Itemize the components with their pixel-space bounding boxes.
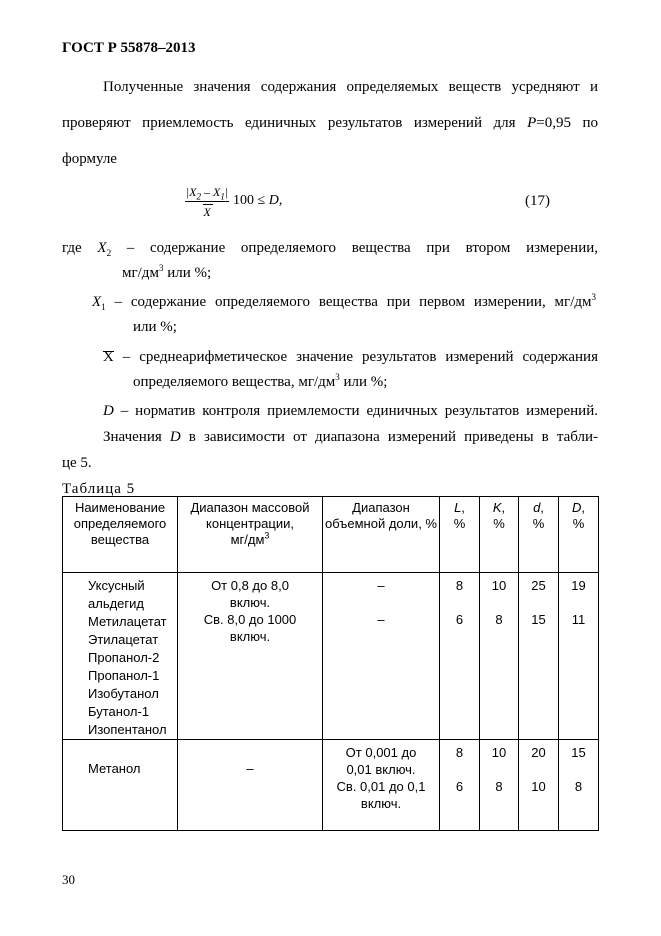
- header-L: L, %: [440, 497, 480, 573]
- formula-17: [185, 185, 305, 225]
- table-header-row: [63, 497, 599, 573]
- page-number: 30: [62, 872, 75, 887]
- row1-L: 8 6: [440, 573, 480, 740]
- table-5: [62, 496, 599, 831]
- header-name: Наименование определяемого вещества: [63, 497, 178, 573]
- row2-K: 10 8: [480, 740, 519, 831]
- values-note-line2: це 5.: [62, 455, 92, 471]
- formula-numerator: $|X_2 - X_1|$: [185, 185, 229, 202]
- formula-fraction: [185, 185, 229, 220]
- where-x1-line1: $X_1$ – содержание определяемого вещества при первом измерении, $мг/дм^3$: [92, 292, 596, 312]
- row2-D: 15 8: [559, 740, 599, 831]
- formula-denominator: X: [185, 205, 229, 220]
- row1-D: 19 11: [559, 573, 599, 740]
- row1-K: 10 8: [480, 573, 519, 740]
- row2-substance: Метанол: [63, 740, 178, 831]
- header-D: D, %: [559, 497, 599, 573]
- header-d: d, %: [519, 497, 559, 573]
- formula-number: (17): [525, 193, 550, 209]
- row1-substances: Уксусный альдегид Метилацетат Этилацетат Пропанол-2 Пропанол-1 Изобутанол Бутанол-1 Изопентанол: [63, 573, 178, 740]
- where-x2-line1: где $X_2$ – содержание определяемого вещества при втором измерении,: [62, 240, 598, 258]
- header-volume-range: Диапазон объемной доли, %: [323, 497, 440, 573]
- where-x1-line2: или %;: [133, 319, 177, 335]
- row2-volume-range: От 0,001 до 0,01 включ. Св. 0,01 до 0,1 включ.: [323, 740, 440, 831]
- intro-line-1: Полученные значения содержания определяемых веществ усредняют и: [103, 79, 598, 95]
- row2-mass-range: –: [178, 740, 323, 831]
- row1-volume-range: – –: [323, 573, 440, 740]
- where-xmean-line1: X – среднеарифметическое значение результатов измерений содержания: [103, 349, 598, 365]
- row2-d: 20 10: [519, 740, 559, 831]
- table-row: [63, 573, 599, 740]
- intro-line-2: проверяют приемлемость единичных результатов измерений для P=0,95 по: [62, 115, 599, 131]
- header-mass-range: Диапазон массовой концентрации, $мг/дм^3$: [178, 497, 323, 573]
- formula-rest: 100 ≤ D,: [233, 193, 283, 208]
- row2-L: 8 6: [440, 740, 480, 831]
- intro-line-3: формуле: [62, 151, 117, 167]
- row1-mass-range: От 0,8 до 8,0 включ. Св. 8,0 до 1000 включ.: [178, 573, 323, 740]
- where-xmean-line2: определяемого вещества, $мг/дм^3$ или %;: [133, 372, 388, 390]
- header-K: K, %: [480, 497, 519, 573]
- document-header: ГОСТ Р 55878–2013: [62, 40, 196, 56]
- table-caption: Таблица 5: [62, 481, 136, 497]
- values-note-line1: Значения D в зависимости от диапазона измерений приведены в табли-: [103, 429, 598, 445]
- row1-d: 25 15: [519, 573, 559, 740]
- where-x2-line2: $мг/дм^3$ или %;: [122, 263, 212, 281]
- table-row: [63, 740, 599, 831]
- where-d-line: D – норматив контроля приемлемости единичных результатов измерений.: [103, 403, 598, 419]
